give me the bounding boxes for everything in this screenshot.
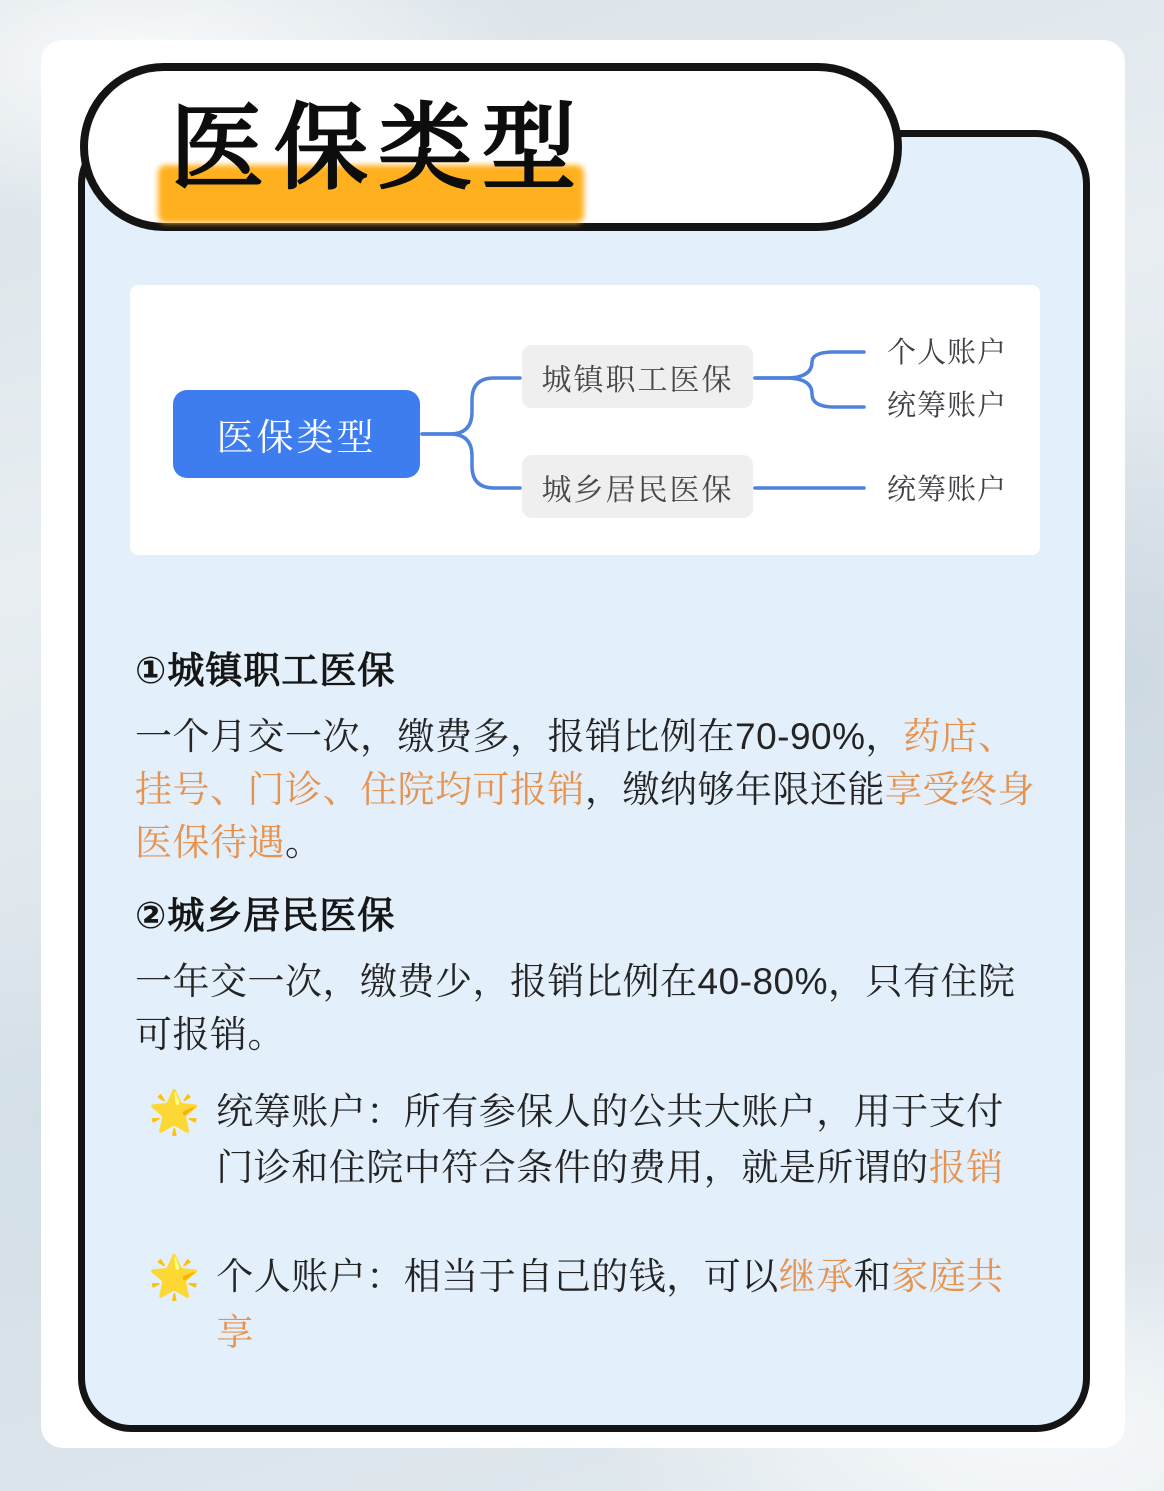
text-segment: 。 xyxy=(285,822,323,863)
section-urban-rural-resident xyxy=(135,885,1040,1061)
connector-employee-to-pooled xyxy=(755,378,864,407)
note-text xyxy=(216,1249,1028,1361)
glowing-star-icon: 🌟 xyxy=(148,1253,201,1300)
text-segment: 报销 xyxy=(928,1147,1004,1188)
note-pooled-account xyxy=(148,1084,1108,1196)
mindmap-leaf-personal-account: 个人账户 xyxy=(887,336,1008,369)
text-segment: 个人账户：相当于自己的钱，可以 xyxy=(216,1256,779,1297)
text-segment: 和 xyxy=(853,1256,892,1297)
mindmap-leaf-pooled-account-resident: 统筹账户 xyxy=(887,473,1008,506)
note-text xyxy=(216,1084,1028,1196)
main-card xyxy=(78,130,1090,1432)
section-body xyxy=(135,955,1040,1061)
text-segment: 一年交一次，缴费少，报销比例在40-80%，只有住院可报销。 xyxy=(135,961,1016,1055)
glowing-star-icon: 🌟 xyxy=(148,1088,201,1135)
connector-root-to-employee xyxy=(422,378,520,434)
connector-employee-to-personal xyxy=(755,352,864,378)
text-segment: 享受终身医保待遇 xyxy=(135,769,1035,863)
text-segment: 继承 xyxy=(778,1256,854,1297)
section-body xyxy=(135,710,1040,869)
note-personal-account xyxy=(148,1249,1108,1361)
mindmap-branch-urban-employee: 城镇职工医保 xyxy=(522,345,753,408)
section-heading: ②城乡居民医保 xyxy=(135,895,396,936)
section-heading: ①城镇职工医保 xyxy=(135,650,396,691)
title-bubble xyxy=(80,63,902,231)
text-segment: 统筹账户：所有参保人的公共大账户，用于支付门诊和住院中符合条件的费用，就是所谓的 xyxy=(216,1091,1004,1188)
mindmap-leaf-pooled-account-employee: 统筹账户 xyxy=(887,389,1008,422)
outer-white-panel xyxy=(41,40,1125,1448)
text-segment: 家庭共享 xyxy=(216,1256,1004,1353)
text-segment: 药店、挂号、门诊、住院均可报销 xyxy=(135,716,1016,810)
page-title: 医保类型 xyxy=(170,95,587,200)
text-segment: 一个月交一次，缴费多，报销比例在70-90%， xyxy=(135,716,904,757)
section-urban-employee xyxy=(135,640,1040,869)
text-segment: ，缴纳够年限还能 xyxy=(585,769,885,810)
connector-root-to-resident xyxy=(422,434,520,488)
mindmap-branch-urban-rural-resident: 城乡居民医保 xyxy=(522,455,753,518)
mindmap-panel xyxy=(130,285,1040,555)
mindmap-root-node: 医保类型 xyxy=(173,390,420,478)
